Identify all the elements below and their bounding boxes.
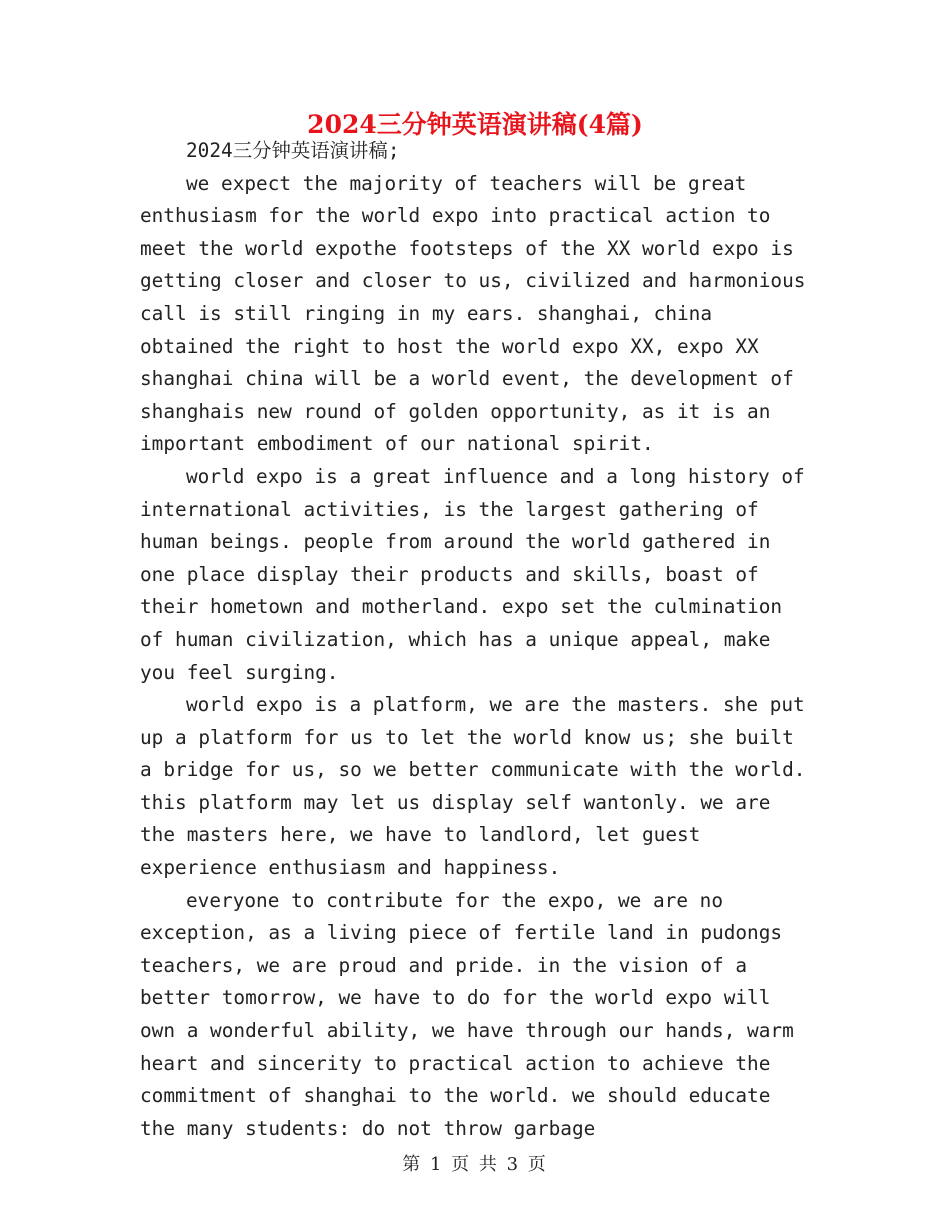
paragraph-1: we expect the majority of teachers will be great enthusiasm for the world expo into practical action to meet the world expothe footsteps of the XX world expo is getting closer and closer to us, civilized and harmonious call is still ringing in my ears. shanghai, china obtained the right to host the world expo XX, expo XX shanghai china will be a world event, the development of shanghais new round of golden opportunity, as it is an important embodiment of our national spirit. (140, 171, 806, 456)
document-body (140, 135, 812, 1145)
document-title: 2024三分钟英语演讲稿(4篇) (307, 110, 643, 139)
paragraph-4: everyone to contribute for the expo, we are no exception, as a living piece of fertile land in pudongs teachers, we are proud and pride. in the vision of a better tomorrow, we have to do for the world expo will own a wonderful ability, we have through our hands, warm heart and sincerity to practical action to achieve the commitment of shanghai to the world. we should educate the many students: do not throw garbage (140, 888, 794, 1140)
paragraph-3: world expo is a platform, we are the masters. she put up a platform for us to let the world know us; she built a bridge for us, so we better communicate with the world. this platform may let us display self wantonly. we are the masters here, we have to landlord, let guest experience enthusiasm and happiness. (140, 693, 806, 880)
page-footer: 第 1 页 共 3 页 (402, 1154, 548, 1175)
document-subtitle: 2024三分钟英语演讲稿; (186, 139, 400, 162)
paragraph-2: world expo is a great influence and a long history of international activities, is the largest gathering of human beings. people from around the world gathered in one place display their products and skills, boast of their hometown and motherland. expo set the culmination of human civilization, which has a unique appeal, make you feel surging. (140, 464, 805, 684)
